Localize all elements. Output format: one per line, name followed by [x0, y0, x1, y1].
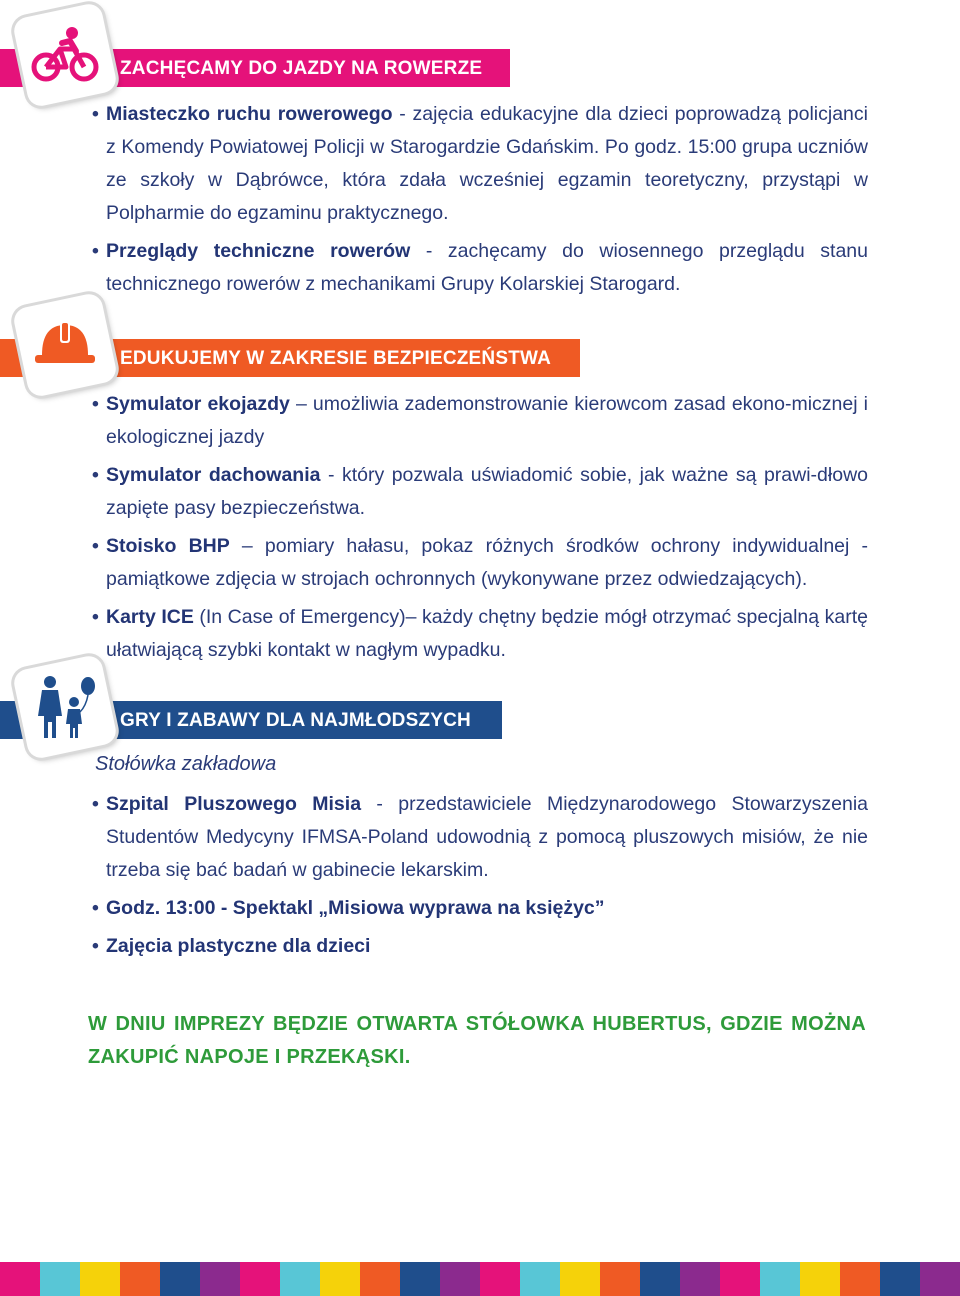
bicycle-items-list — [88, 98, 868, 306]
item-text: – pomiary hałasu, pokaz różnych środków ochrony indywidualnej - pamiątkowe zdjęcia w strojach ochronnych (wykonywane przez odwiedzających). — [106, 535, 868, 590]
list-item — [88, 459, 868, 525]
bicycle-icon — [30, 25, 100, 85]
item-text: – umożliwia zademonstrowanie kierowcom zasad ekono-micznej i ekologicznej jazdy — [106, 393, 868, 448]
bullet: • — [92, 103, 99, 125]
color-bar-segment — [120, 1262, 160, 1296]
item-bold: Symulator dachowania — [106, 464, 321, 486]
color-bar-segment — [280, 1262, 320, 1296]
color-bar-segment — [160, 1262, 200, 1296]
hard-hat-icon-tile — [12, 292, 119, 399]
color-bar-segment — [480, 1262, 520, 1296]
color-bar-segment — [200, 1262, 240, 1296]
venue-subheading: Stołówka zakładowa — [95, 753, 277, 775]
bullet: • — [92, 393, 99, 415]
color-bar-segment — [640, 1262, 680, 1296]
list-item — [88, 930, 868, 963]
color-bar-segment — [760, 1262, 800, 1296]
bullet: • — [92, 464, 99, 486]
color-bar-segment — [520, 1262, 560, 1296]
list-item — [88, 788, 868, 887]
color-bar-segment — [400, 1262, 440, 1296]
color-bar-segment — [880, 1262, 920, 1296]
color-bar-segment — [440, 1262, 480, 1296]
color-bar-segment — [0, 1262, 40, 1296]
color-bar-segment — [800, 1262, 840, 1296]
color-bar-segment — [560, 1262, 600, 1296]
item-bold: Szpital Pluszowego Misia — [106, 793, 362, 815]
list-item — [88, 388, 868, 454]
color-bar-segment — [600, 1262, 640, 1296]
bicycle-icon-tile — [12, 2, 119, 109]
parent-child-icon-tile — [12, 654, 119, 761]
item-text: (In Case of Emergency)– każdy chętny będzie mógł otrzymać specjalną kartę ułatwiającą szybki kontakt w nagłym wypadku. — [106, 606, 868, 661]
item-bold: Godz. 13:00 - Spektakl „Misiowa wyprawa na księżyc” — [106, 897, 605, 919]
item-bold: Przeglądy techniczne rowerów — [106, 240, 411, 262]
decorative-color-bar — [0, 1262, 960, 1296]
kids-items-list — [88, 788, 868, 968]
color-bar-segment — [40, 1262, 80, 1296]
item-bold: Zajęcia plastyczne dla dzieci — [106, 935, 371, 957]
bullet: • — [92, 606, 99, 628]
section-title: ZACHĘCAMY DO JAZDY NA ROWERZE — [120, 58, 483, 79]
bullet: • — [92, 897, 99, 919]
color-bar-segment — [680, 1262, 720, 1296]
item-text: - przedstawiciele Międzynarodowego Stowarzyszenia Studentów Medycyny IFMSA-Poland udowodnią z pomocą pluszowych misiów, że nie trzeba się bać badań w gabinecie lekarskim. — [106, 793, 869, 881]
color-bar-segment — [320, 1262, 360, 1296]
item-text: - który pozwala uświadomić sobie, jak ważne są prawi-dłowo zapięte pasy bezpieczeństwa. — [106, 464, 869, 519]
section-title: EDUKUJEMY W ZAKRESIE BEZPIECZEŃSTWA — [120, 348, 552, 369]
item-text: - zajęcia edukacyjne dla dzieci poprowadzą policjanci z Komendy Powiatowej Policji w Starogardzie Gdańskim. Po godz. 15:00 grupa uczniów ze szkoły w Dąbrówce, która zdała wcześniej egzamin teoretyczny, przystąpi w Polpharmie do egzaminu praktycznego. — [106, 103, 868, 224]
section-title: GRY I ZABAWY DLA NAJMŁODSZYCH — [120, 710, 471, 731]
color-bar-segment — [80, 1262, 120, 1296]
parent-child-balloon-icon — [30, 672, 100, 742]
item-bold: Symulator ekojazdy — [106, 393, 290, 415]
color-bar-segment — [720, 1262, 760, 1296]
item-text: - zachęcamy do wiosennego przeglądu stanu technicznego rowerów z mechanikami Grupy Kolarskiej Starogard. — [106, 240, 868, 295]
bullet: • — [92, 935, 99, 957]
list-item — [88, 601, 868, 667]
list-item — [88, 98, 868, 230]
color-bar-segment — [360, 1262, 400, 1296]
hard-hat-icon — [32, 317, 98, 373]
safety-items-list — [88, 388, 868, 672]
color-bar-segment — [920, 1262, 960, 1296]
list-item — [88, 530, 868, 596]
color-bar-segment — [840, 1262, 880, 1296]
item-bold: Stoisko BHP — [106, 535, 230, 557]
footer-note: W DNIU IMPREZY BĘDZIE OTWARTA STÓŁOWKA HUBERTUS, GDZIE MOŻNA ZAKUPIĆ NAPOJE I PRZEKĄSKI. — [88, 1013, 866, 1068]
list-item — [88, 235, 868, 301]
bullet: • — [92, 535, 99, 557]
bullet: • — [92, 240, 99, 262]
bullet: • — [92, 793, 99, 815]
item-bold: Miasteczko ruchu rowerowego — [106, 103, 393, 125]
item-bold: Karty ICE — [106, 606, 194, 628]
color-bar-segment — [240, 1262, 280, 1296]
list-item — [88, 892, 868, 925]
